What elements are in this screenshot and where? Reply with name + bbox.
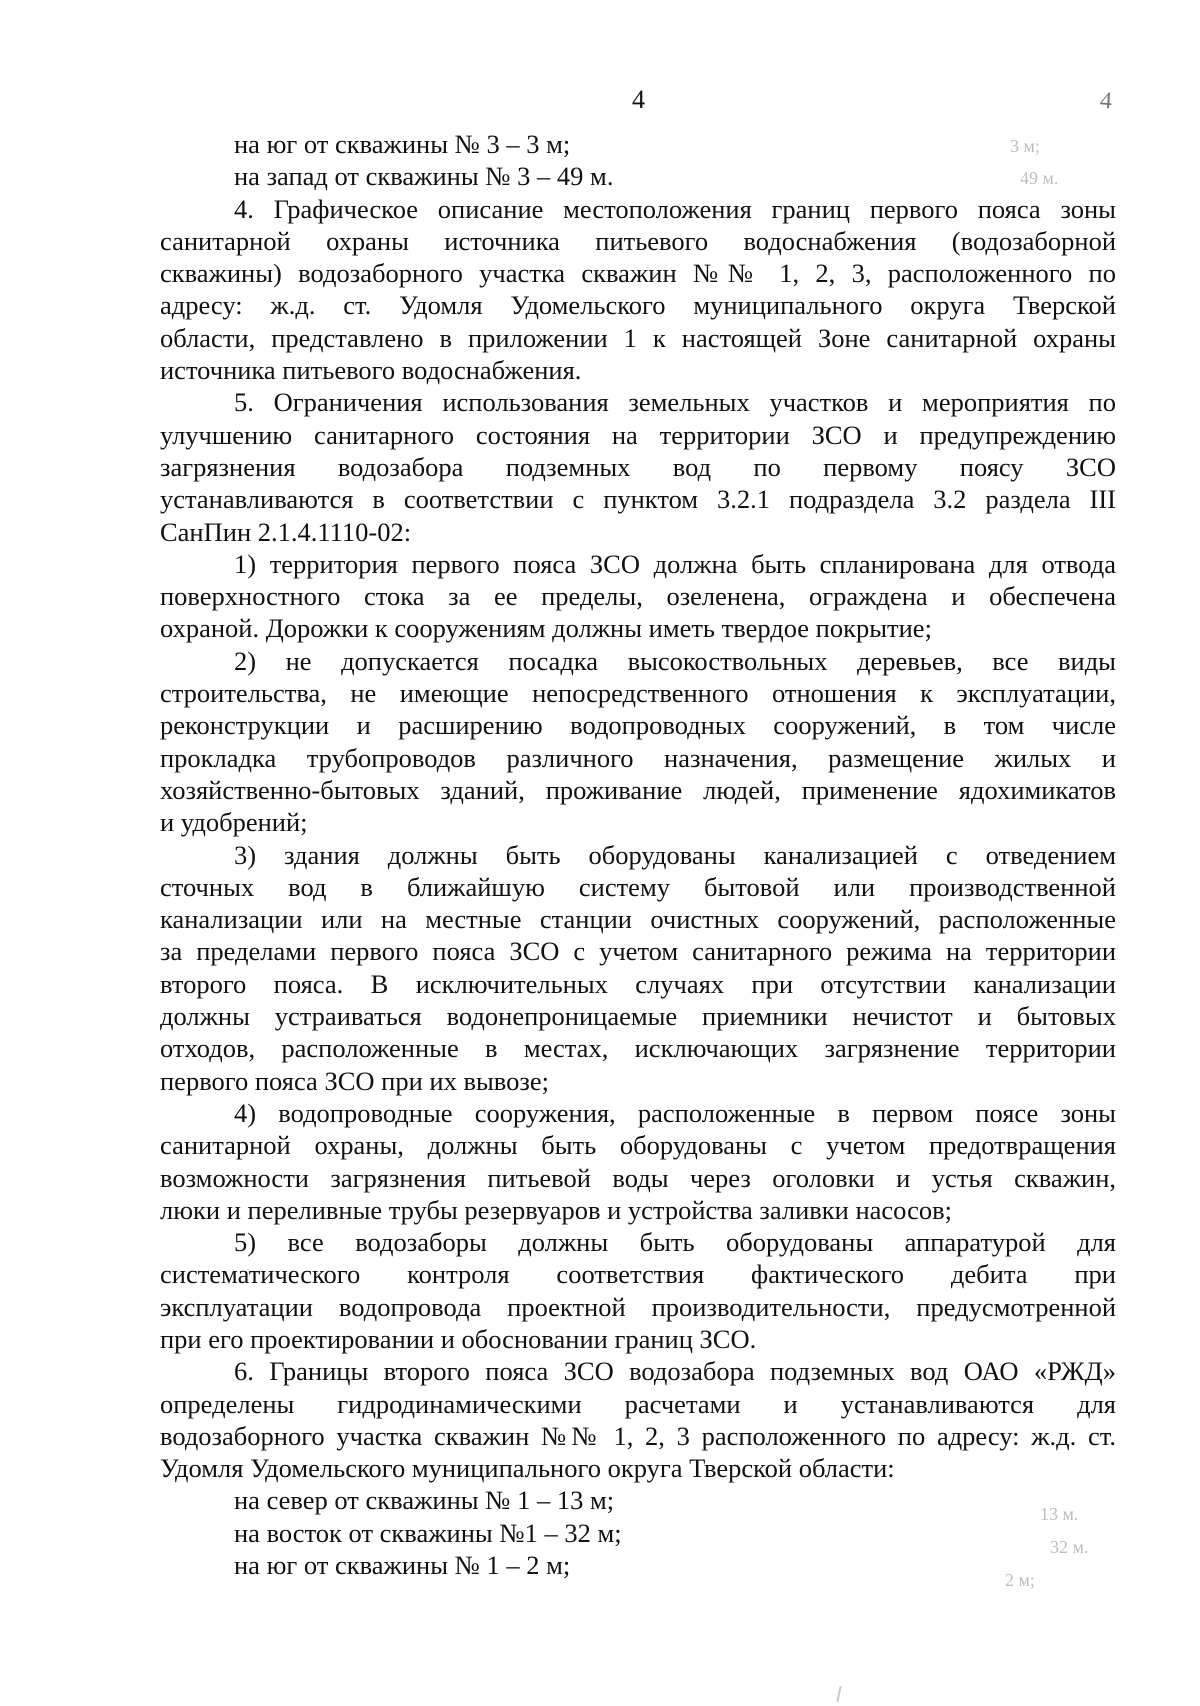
text-line: 5) все водозаборы должны быть оборудованы аппаратурой для xyxy=(234,1227,1116,1258)
text-line: канализации или на местные станции очистных сооружений, расположенные xyxy=(160,904,1116,935)
text-line: сточных вод в ближайшую систему бытовой или производственной xyxy=(160,871,1116,902)
text-line: строительства, не имеющие непосредственного отношения к эксплуатации, xyxy=(160,678,1116,709)
text-line: хозяйственно-бытовых зданий, проживание людей, применение ядохимикатов xyxy=(160,774,1116,805)
text-line: должны устраиваться водонепроницаемые приемники нечистот и бытовых xyxy=(160,1001,1116,1032)
bleed-through-page-number: 4 xyxy=(1099,87,1113,115)
text-line: люки и переливные трубы резервуаров и устройства заливки насосов; xyxy=(160,1194,952,1225)
text-line: отходов, расположенные в местах, исключающих загрязнение территории xyxy=(160,1033,1116,1064)
text-line: 6. Границы второго пояса ЗСО водозабора подземных вод ОАО «РЖД» xyxy=(234,1356,1116,1387)
text-line: устанавливаются в соответствии с пунктом 3.2.1 подраздела 3.2 раздела III xyxy=(160,484,1116,515)
text-line: загрязнения водозабора подземных вод по первому поясу ЗСО xyxy=(160,451,1116,482)
text-line: адресу: ж.д. ст. Удомля Удомельского муниципального округа Тверской xyxy=(160,290,1116,321)
text-line: 2) не допускается посадка высокоствольных деревьев, все виды xyxy=(234,645,1116,676)
bleed-through-text: 32 м. xyxy=(1050,1537,1089,1557)
scan-artifact xyxy=(836,1686,841,1702)
text-line: санитарной охраны, должны быть оборудованы с учетом предотвращения xyxy=(160,1130,1116,1161)
text-line: охраной. Дорожки к сооружениям должны иметь твердое покрытие; xyxy=(160,613,932,644)
text-line: прокладка трубопроводов различного назначения, размещение жилых и xyxy=(160,742,1116,773)
bleed-through-text: 13 м. xyxy=(1040,1504,1079,1524)
text-line: 5. Ограничения использования земельных участков и мероприятия по xyxy=(234,387,1116,418)
text-line: СанПин 2.1.4.1110-02: xyxy=(160,516,412,547)
document-body xyxy=(160,128,1116,1581)
text-line: возможности загрязнения питьевой воды через оголовки и устья скважин, xyxy=(160,1162,1116,1193)
text-line: на запад от скважины № 3 – 49 м. xyxy=(234,161,614,192)
text-line: на восток от скважины №1 – 32 м; xyxy=(234,1517,622,1548)
text-line: 1) территория первого пояса ЗСО должна быть спланирована для отвода xyxy=(234,548,1116,579)
text-line: на север от скважины № 1 – 13 м; xyxy=(234,1485,615,1516)
text-line: скважины) водозаборного участка скважин №№ 1, 2, 3, расположенного по xyxy=(160,258,1116,289)
text-line: санитарной охраны источника питьевого водоснабжения (водозаборной xyxy=(160,225,1116,256)
text-line: области, представлено в приложении 1 к настоящей Зоне санитарной охраны xyxy=(160,322,1116,353)
bleed-through-text: 49 м. xyxy=(1020,168,1059,188)
text-line: первого пояса ЗСО при их вывозе; xyxy=(160,1065,549,1096)
text-line: систематического контроля соответствия фактического дебита при xyxy=(160,1259,1116,1290)
text-line: улучшению санитарного состояния на территории ЗСО и предупреждению xyxy=(160,419,1116,450)
text-line: и удобрений; xyxy=(160,807,308,838)
text-line: 4. Графическое описание местоположения границ первого пояса зоны xyxy=(234,193,1116,224)
text-line: водозаборного участка скважин №№ 1, 2, 3 расположенного по адресу: ж.д. ст. xyxy=(160,1420,1116,1451)
text-line: эксплуатации водопровода проектной производительности, предусмотренной xyxy=(160,1291,1116,1322)
text-line: Удомля Удомельского муниципального округа Тверской области: xyxy=(160,1453,895,1484)
text-line: при его проектировании и обосновании границ ЗСО. xyxy=(160,1323,757,1354)
text-line: источника питьевого водоснабжения. xyxy=(160,355,582,386)
text-line: реконструкции и расширению водопроводных сооружений, в том числе xyxy=(160,710,1116,741)
bleed-through-text: 3 м; xyxy=(1010,136,1040,156)
page-number: 4 xyxy=(632,85,645,114)
text-line: 4) водопроводные сооружения, расположенные в первом поясе зоны xyxy=(234,1097,1116,1128)
text-line: второго пояса. В исключительных случаях при отсутствии канализации xyxy=(160,968,1116,999)
bleed-through-text: 2 м; xyxy=(1005,1570,1035,1590)
text-line: 3) здания должны быть оборудованы канализацией с отведением xyxy=(234,839,1116,870)
text-line: поверхностного стока за ее пределы, озеленена, ограждена и обеспечена xyxy=(160,581,1116,612)
text-line: определены гидродинамическими расчетами и устанавливаются для xyxy=(160,1388,1116,1419)
text-line: на юг от скважины № 1 – 2 м; xyxy=(234,1550,571,1581)
text-line: за пределами первого пояса ЗСО с учетом санитарного режима на территории xyxy=(160,936,1116,967)
text-line: на юг от скважины № 3 – 3 м; xyxy=(234,129,571,159)
